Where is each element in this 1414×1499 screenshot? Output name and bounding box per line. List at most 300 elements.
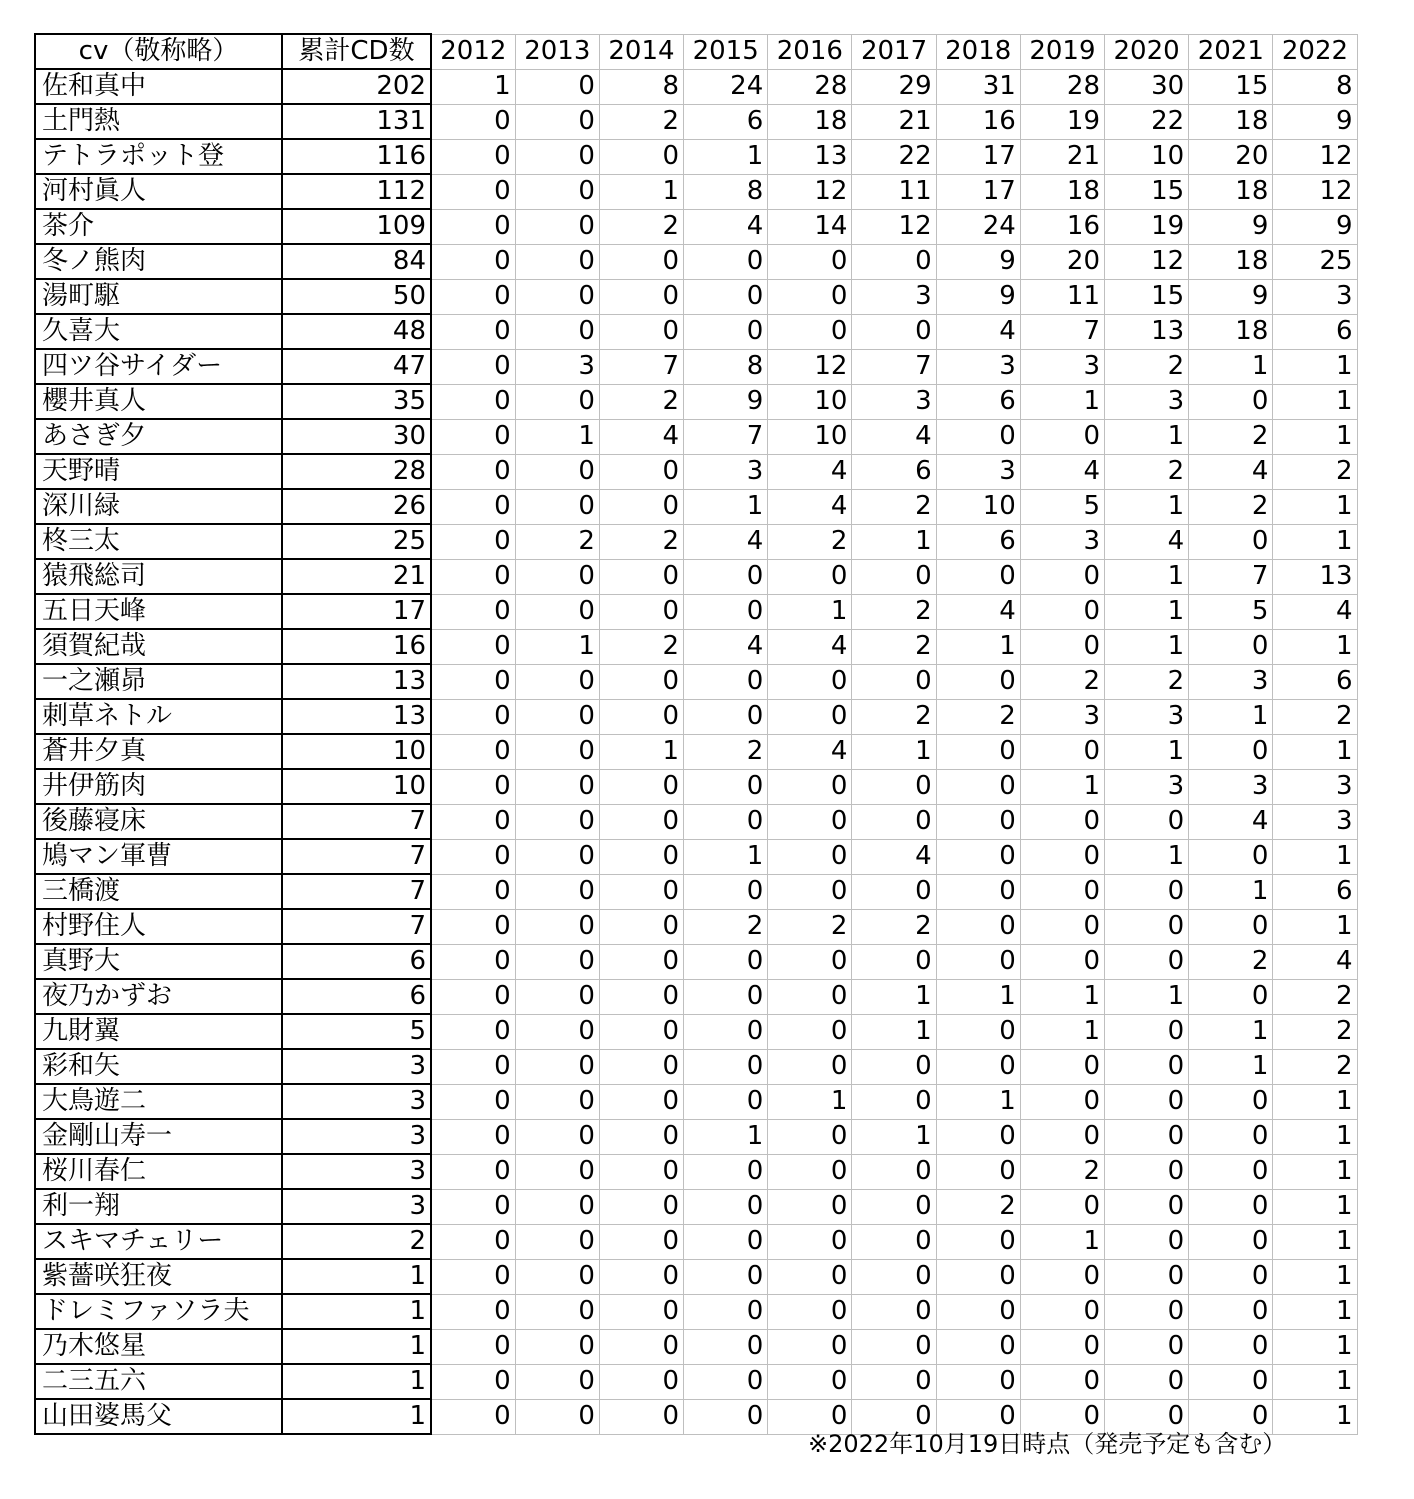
header-year: 2018: [936, 34, 1020, 69]
cell-year-count: 0: [431, 209, 515, 244]
cell-year-count: 0: [515, 1189, 599, 1224]
cell-year-count: 0: [515, 1329, 599, 1364]
cell-year-count: 0: [599, 1119, 683, 1154]
cell-year-count: 0: [1020, 944, 1104, 979]
cell-year-count: 0: [768, 1259, 852, 1294]
cell-year-count: 2: [1273, 699, 1357, 734]
cell-cv-name: 刺草ネトル: [35, 699, 282, 734]
cell-year-count: 0: [852, 559, 936, 594]
cell-cv-name: 須賀紀哉: [35, 629, 282, 664]
cell-year-count: 1: [1105, 839, 1189, 874]
cell-year-count: 0: [1189, 1189, 1273, 1224]
cell-year-count: 2: [599, 384, 683, 419]
cell-year-count: 0: [684, 944, 768, 979]
cell-year-count: 7: [684, 419, 768, 454]
cell-year-count: 4: [1189, 804, 1273, 839]
cell-year-count: 0: [599, 909, 683, 944]
cell-year-count: 0: [431, 1084, 515, 1119]
table-row: [35, 1119, 1357, 1154]
cell-year-count: 0: [1189, 1294, 1273, 1329]
table-row: [35, 839, 1357, 874]
cell-year-count: 1: [684, 139, 768, 174]
cell-year-count: 0: [599, 1154, 683, 1189]
cell-year-count: 0: [768, 874, 852, 909]
cell-year-count: 22: [1105, 104, 1189, 139]
cell-year-count: 9: [1189, 279, 1273, 314]
cell-year-count: 0: [1105, 1049, 1189, 1084]
cell-year-count: 1: [1273, 1329, 1357, 1364]
table-row: [35, 139, 1357, 174]
table-row: [35, 664, 1357, 699]
cell-year-count: 0: [515, 909, 599, 944]
cell-year-count: 0: [684, 664, 768, 699]
cell-year-count: 0: [515, 244, 599, 279]
cell-year-count: 18: [768, 104, 852, 139]
cell-year-count: 0: [768, 804, 852, 839]
cell-year-count: 0: [599, 1014, 683, 1049]
cell-total-cd: 7: [282, 839, 431, 874]
cell-year-count: 2: [1273, 1014, 1357, 1049]
cell-year-count: 0: [431, 804, 515, 839]
cell-year-count: 3: [852, 279, 936, 314]
cell-year-count: 1: [1273, 909, 1357, 944]
cell-year-count: 0: [936, 909, 1020, 944]
cell-year-count: 4: [1189, 454, 1273, 489]
cell-year-count: 15: [1105, 279, 1189, 314]
cell-cv-name: 九財翼: [35, 1014, 282, 1049]
cell-year-count: 0: [1189, 734, 1273, 769]
cell-year-count: 1: [515, 419, 599, 454]
cell-year-count: 0: [936, 1329, 1020, 1364]
cell-year-count: 0: [599, 594, 683, 629]
table-row: [35, 1189, 1357, 1224]
cell-year-count: 0: [431, 419, 515, 454]
cell-year-count: 0: [515, 1119, 599, 1154]
cell-year-count: 0: [852, 1154, 936, 1189]
cell-year-count: 3: [1105, 384, 1189, 419]
cell-year-count: 0: [431, 454, 515, 489]
cell-year-count: 0: [431, 1294, 515, 1329]
cell-year-count: 1: [1105, 594, 1189, 629]
cell-year-count: 4: [684, 209, 768, 244]
cell-year-count: 15: [1189, 69, 1273, 104]
cell-year-count: 0: [1020, 1259, 1104, 1294]
cell-year-count: 0: [515, 69, 599, 104]
cell-year-count: 0: [1105, 909, 1189, 944]
cell-year-count: 0: [431, 1224, 515, 1259]
cell-year-count: 4: [852, 419, 936, 454]
header-year: 2012: [431, 34, 515, 69]
cell-year-count: 0: [684, 979, 768, 1014]
cell-year-count: 0: [515, 839, 599, 874]
cell-cv-name: 村野住人: [35, 909, 282, 944]
cell-year-count: 7: [852, 349, 936, 384]
cell-year-count: 2: [936, 699, 1020, 734]
cell-year-count: 1: [1273, 629, 1357, 664]
cell-year-count: 0: [768, 279, 852, 314]
cell-year-count: 0: [852, 874, 936, 909]
cell-year-count: 9: [1273, 209, 1357, 244]
cell-year-count: 0: [1189, 1259, 1273, 1294]
cell-year-count: 0: [515, 104, 599, 139]
cell-year-count: 0: [1105, 1119, 1189, 1154]
cell-year-count: 12: [852, 209, 936, 244]
cell-year-count: 6: [1273, 874, 1357, 909]
cell-year-count: 0: [1105, 874, 1189, 909]
cell-year-count: 0: [599, 804, 683, 839]
table-row: [35, 69, 1357, 104]
cell-year-count: 2: [599, 209, 683, 244]
cell-year-count: 0: [599, 1329, 683, 1364]
cell-year-count: 9: [1273, 104, 1357, 139]
cell-year-count: 0: [1020, 734, 1104, 769]
cell-year-count: 0: [768, 1224, 852, 1259]
cell-year-count: 0: [431, 1014, 515, 1049]
cell-year-count: 0: [768, 559, 852, 594]
cell-year-count: 0: [431, 594, 515, 629]
table-row: [35, 1259, 1357, 1294]
cell-year-count: 0: [1105, 1329, 1189, 1364]
cell-year-count: 0: [515, 979, 599, 1014]
cell-cv-name: 土門熱: [35, 104, 282, 139]
cell-year-count: 0: [852, 769, 936, 804]
cell-year-count: 24: [684, 69, 768, 104]
cell-year-count: 1: [936, 979, 1020, 1014]
cell-total-cd: 3: [282, 1119, 431, 1154]
cell-year-count: 2: [1189, 944, 1273, 979]
cell-year-count: 4: [684, 629, 768, 664]
table-row: [35, 629, 1357, 664]
cell-year-count: 0: [515, 454, 599, 489]
cell-total-cd: 1: [282, 1329, 431, 1364]
cell-year-count: 13: [1273, 559, 1357, 594]
cell-year-count: 0: [515, 1294, 599, 1329]
cell-year-count: 0: [431, 349, 515, 384]
cell-year-count: 0: [515, 944, 599, 979]
cell-cv-name: 猿飛総司: [35, 559, 282, 594]
cell-year-count: 0: [768, 1399, 852, 1434]
cell-year-count: 1: [1273, 489, 1357, 524]
cell-year-count: 0: [515, 1084, 599, 1119]
cell-cv-name: 深川緑: [35, 489, 282, 524]
cell-year-count: 11: [852, 174, 936, 209]
cell-year-count: 0: [768, 1119, 852, 1154]
cell-year-count: 0: [936, 1154, 1020, 1189]
cell-year-count: 0: [684, 279, 768, 314]
cell-year-count: 0: [1020, 1399, 1104, 1434]
cell-year-count: 3: [1273, 769, 1357, 804]
header-year: 2019: [1020, 34, 1104, 69]
cell-year-count: 0: [936, 1014, 1020, 1049]
cell-year-count: 4: [684, 524, 768, 559]
cell-year-count: 4: [768, 629, 852, 664]
cell-year-count: 9: [936, 244, 1020, 279]
cell-year-count: 1: [1273, 1084, 1357, 1119]
cell-year-count: 0: [936, 1364, 1020, 1399]
cell-year-count: 0: [852, 314, 936, 349]
cell-cv-name: 冬ノ熊肉: [35, 244, 282, 279]
cell-year-count: 0: [1020, 1364, 1104, 1399]
cell-year-count: 24: [936, 209, 1020, 244]
cell-total-cd: 112: [282, 174, 431, 209]
cell-total-cd: 17: [282, 594, 431, 629]
table-row: [35, 979, 1357, 1014]
cell-year-count: 2: [936, 1189, 1020, 1224]
cell-year-count: 0: [599, 769, 683, 804]
cell-year-count: 0: [1020, 874, 1104, 909]
cell-year-count: 1: [1189, 349, 1273, 384]
cell-year-count: 0: [599, 559, 683, 594]
cell-year-count: 4: [768, 454, 852, 489]
cell-year-count: 0: [515, 1224, 599, 1259]
cell-year-count: 1: [1273, 524, 1357, 559]
table-row: [35, 944, 1357, 979]
cell-year-count: 0: [1105, 1189, 1189, 1224]
cell-cv-name: 彩和矢: [35, 1049, 282, 1084]
cell-year-count: 0: [599, 664, 683, 699]
cell-year-count: 0: [852, 244, 936, 279]
cell-year-count: 0: [431, 279, 515, 314]
header-year: 2014: [599, 34, 683, 69]
cell-year-count: 0: [936, 1294, 1020, 1329]
cell-year-count: 18: [1020, 174, 1104, 209]
cell-year-count: 0: [936, 804, 1020, 839]
cell-year-count: 4: [852, 839, 936, 874]
header-year: 2016: [768, 34, 852, 69]
cell-year-count: 0: [431, 874, 515, 909]
cell-year-count: 0: [1189, 1364, 1273, 1399]
cell-year-count: 19: [1020, 104, 1104, 139]
cell-year-count: 0: [1189, 1399, 1273, 1434]
cell-cv-name: 桜川春仁: [35, 1154, 282, 1189]
cell-year-count: 1: [1020, 769, 1104, 804]
cell-cv-name: 井伊筋肉: [35, 769, 282, 804]
cell-cv-name: 佐和真中: [35, 69, 282, 104]
cell-total-cd: 7: [282, 804, 431, 839]
cell-year-count: 2: [1189, 489, 1273, 524]
cell-year-count: 1: [852, 1014, 936, 1049]
cell-year-count: 0: [431, 1329, 515, 1364]
cell-year-count: 21: [1020, 139, 1104, 174]
cell-cv-name: 大鳥遊二: [35, 1084, 282, 1119]
table-row: [35, 804, 1357, 839]
cell-year-count: 2: [599, 629, 683, 664]
cell-year-count: 4: [599, 419, 683, 454]
cell-total-cd: 10: [282, 734, 431, 769]
cell-year-count: 16: [936, 104, 1020, 139]
table-row: [35, 594, 1357, 629]
cell-year-count: 0: [431, 629, 515, 664]
cell-year-count: 1: [1273, 1399, 1357, 1434]
cell-year-count: 0: [431, 489, 515, 524]
cell-year-count: 1: [1105, 489, 1189, 524]
cell-year-count: 0: [768, 699, 852, 734]
cell-year-count: 1: [1273, 419, 1357, 454]
cell-year-count: 0: [1105, 804, 1189, 839]
cell-year-count: 2: [768, 524, 852, 559]
cell-cv-name: 蒼井夕真: [35, 734, 282, 769]
cell-year-count: 1: [1105, 419, 1189, 454]
cell-year-count: 0: [768, 769, 852, 804]
cell-year-count: 3: [684, 454, 768, 489]
table-row: [35, 384, 1357, 419]
cell-year-count: 0: [515, 1154, 599, 1189]
cell-year-count: 0: [768, 244, 852, 279]
cell-total-cd: 6: [282, 944, 431, 979]
cell-year-count: 15: [1105, 174, 1189, 209]
cell-year-count: 0: [1020, 804, 1104, 839]
cell-year-count: 0: [431, 139, 515, 174]
cell-year-count: 2: [852, 909, 936, 944]
cell-year-count: 1: [1020, 1224, 1104, 1259]
cell-year-count: 0: [852, 1364, 936, 1399]
cell-year-count: 0: [936, 559, 1020, 594]
cell-year-count: 0: [768, 1154, 852, 1189]
cell-year-count: 1: [768, 1084, 852, 1119]
cell-year-count: 0: [936, 734, 1020, 769]
cell-year-count: 0: [1020, 1329, 1104, 1364]
cell-cv-name: 四ツ谷サイダー: [35, 349, 282, 384]
cell-total-cd: 3: [282, 1189, 431, 1224]
cell-year-count: 0: [431, 104, 515, 139]
cell-year-count: 0: [768, 1364, 852, 1399]
table-row: [35, 454, 1357, 489]
cell-year-count: 2: [1273, 454, 1357, 489]
cell-year-count: 0: [431, 979, 515, 1014]
cell-year-count: 12: [768, 174, 852, 209]
cell-year-count: 0: [768, 664, 852, 699]
cell-year-count: 0: [1189, 524, 1273, 559]
cell-year-count: 0: [515, 594, 599, 629]
cell-year-count: 0: [515, 699, 599, 734]
cell-year-count: 4: [936, 314, 1020, 349]
cell-year-count: 6: [1273, 314, 1357, 349]
cell-year-count: 0: [684, 874, 768, 909]
cell-year-count: 4: [1273, 944, 1357, 979]
cell-year-count: 6: [936, 524, 1020, 559]
cell-year-count: 0: [1105, 1084, 1189, 1119]
cell-year-count: 0: [768, 839, 852, 874]
cell-year-count: 0: [1020, 1049, 1104, 1084]
header-cv: cv（敬称略）: [35, 34, 282, 69]
cell-year-count: 0: [515, 769, 599, 804]
cell-year-count: 10: [1105, 139, 1189, 174]
cell-year-count: 2: [1105, 664, 1189, 699]
cell-year-count: 2: [1105, 349, 1189, 384]
cell-cv-name: 真野大: [35, 944, 282, 979]
cell-year-count: 4: [1020, 454, 1104, 489]
cell-year-count: 0: [515, 734, 599, 769]
cell-cv-name: 湯町駆: [35, 279, 282, 314]
cell-year-count: 0: [431, 1154, 515, 1189]
cell-year-count: 0: [431, 244, 515, 279]
cell-year-count: 6: [1273, 664, 1357, 699]
cell-year-count: 6: [684, 104, 768, 139]
cell-year-count: 0: [936, 1259, 1020, 1294]
cell-year-count: 0: [768, 979, 852, 1014]
cell-year-count: 0: [431, 384, 515, 419]
cell-year-count: 1: [768, 594, 852, 629]
cell-year-count: 0: [1105, 1224, 1189, 1259]
cell-year-count: 1: [1273, 349, 1357, 384]
cell-cv-name: 山田婆馬父: [35, 1399, 282, 1434]
cell-year-count: 8: [599, 69, 683, 104]
cell-year-count: 12: [1273, 174, 1357, 209]
cell-year-count: 0: [599, 1364, 683, 1399]
cell-total-cd: 26: [282, 489, 431, 524]
cell-year-count: 0: [852, 1329, 936, 1364]
cell-year-count: 0: [684, 1329, 768, 1364]
cell-year-count: 0: [599, 314, 683, 349]
cell-year-count: 0: [515, 314, 599, 349]
cell-year-count: 0: [599, 1189, 683, 1224]
cell-year-count: 0: [515, 489, 599, 524]
cell-year-count: 17: [936, 139, 1020, 174]
cell-year-count: 2: [684, 909, 768, 944]
cell-cv-name: スキマチェリー: [35, 1224, 282, 1259]
cell-year-count: 1: [1273, 384, 1357, 419]
cell-year-count: 0: [684, 559, 768, 594]
table-row: [35, 244, 1357, 279]
table-row: [35, 1014, 1357, 1049]
cell-year-count: 0: [515, 1364, 599, 1399]
cell-total-cd: 1: [282, 1294, 431, 1329]
cell-year-count: 0: [515, 384, 599, 419]
cell-year-count: 0: [684, 1294, 768, 1329]
header-year: 2017: [852, 34, 936, 69]
cell-total-cd: 50: [282, 279, 431, 314]
table-row: [35, 1084, 1357, 1119]
cell-year-count: 0: [1020, 559, 1104, 594]
cell-year-count: 6: [936, 384, 1020, 419]
cell-year-count: 20: [1020, 244, 1104, 279]
header-year: 2021: [1189, 34, 1273, 69]
cell-year-count: 1: [684, 1119, 768, 1154]
cell-year-count: 12: [1273, 139, 1357, 174]
cell-year-count: 0: [936, 839, 1020, 874]
cell-year-count: 0: [684, 1189, 768, 1224]
cell-year-count: 16: [1020, 209, 1104, 244]
cell-cv-name: 紫薔咲狂夜: [35, 1259, 282, 1294]
cell-year-count: 7: [1020, 314, 1104, 349]
table-row: [35, 1154, 1357, 1189]
cell-total-cd: 2: [282, 1224, 431, 1259]
cell-year-count: 0: [684, 1154, 768, 1189]
cell-year-count: 1: [936, 1084, 1020, 1119]
cell-year-count: 2: [684, 734, 768, 769]
cell-year-count: 0: [599, 839, 683, 874]
cell-year-count: 9: [1189, 209, 1273, 244]
cell-year-count: 3: [1273, 279, 1357, 314]
cell-total-cd: 202: [282, 69, 431, 104]
cell-year-count: 1: [1273, 839, 1357, 874]
table-row: [35, 1329, 1357, 1364]
cell-total-cd: 30: [282, 419, 431, 454]
cell-year-count: 0: [684, 1049, 768, 1084]
cell-total-cd: 1: [282, 1259, 431, 1294]
cell-year-count: 0: [684, 1014, 768, 1049]
cell-year-count: 8: [684, 349, 768, 384]
cell-year-count: 0: [431, 559, 515, 594]
cd-count-table: [34, 33, 1358, 1435]
table-row: [35, 419, 1357, 454]
cell-year-count: 1: [1273, 1259, 1357, 1294]
cell-year-count: 0: [515, 1049, 599, 1084]
cell-year-count: 12: [768, 349, 852, 384]
header-row: [35, 34, 1357, 69]
cell-year-count: 0: [1020, 1189, 1104, 1224]
cell-year-count: 1: [1189, 1049, 1273, 1084]
